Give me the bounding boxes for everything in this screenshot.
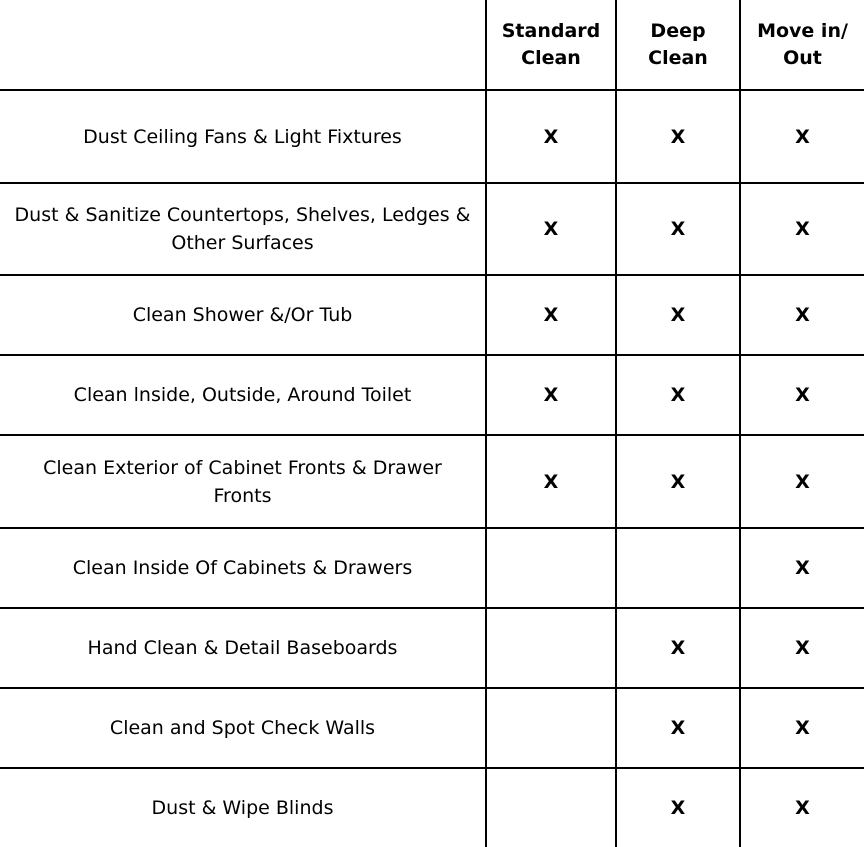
task-label: Clean Exterior of Cabinet Fronts & Drawer Fronts — [0, 436, 487, 529]
included-mark: X — [617, 184, 741, 276]
task-label: Dust & Sanitize Countertops, Shelves, Ledges & Other Surfaces — [0, 184, 487, 276]
included-mark: X — [487, 356, 617, 436]
included-mark: X — [617, 436, 741, 529]
column-header: Deep Clean — [617, 0, 741, 91]
included-mark: X — [795, 797, 810, 819]
header-blank-cell — [0, 0, 487, 91]
task-label: Clean and Spot Check Walls — [0, 689, 487, 769]
included-mark: X — [741, 184, 864, 276]
task-label: Dust & Wipe Blinds — [0, 769, 487, 847]
task-label: Hand Clean & Detail Baseboards — [0, 609, 487, 689]
included-mark — [487, 529, 617, 609]
included-mark: X — [741, 276, 864, 356]
included-mark: X — [487, 436, 617, 529]
included-mark: X — [741, 436, 864, 529]
included-mark — [487, 609, 617, 689]
included-mark: X — [487, 91, 617, 184]
included-mark: X — [617, 276, 741, 356]
included-mark — [617, 529, 741, 609]
included-mark: X — [617, 769, 741, 847]
included-mark: X — [617, 356, 741, 436]
included-mark: X — [617, 689, 741, 769]
included-mark: X — [741, 356, 864, 436]
included-mark: X — [487, 184, 617, 276]
task-label: Clean lnside, Outside, Around Toilet — [0, 356, 487, 436]
included-mark: X — [487, 276, 617, 356]
included-mark — [487, 689, 617, 769]
included-mark: X — [741, 609, 864, 689]
task-label: Clean Shower &/Or Tub — [0, 276, 487, 356]
included-mark: X — [617, 609, 741, 689]
column-header: Move in/ Out — [741, 0, 864, 91]
included-mark — [487, 769, 617, 847]
included-mark: X — [741, 91, 864, 184]
included-mark: X — [741, 689, 864, 769]
column-header: Standard Clean — [487, 0, 617, 91]
included-mark: X — [741, 529, 864, 609]
task-label: Clean Inside Of Cabinets & Drawers — [0, 529, 487, 609]
task-label: Dust Ceiling Fans & Light Fixtures — [0, 91, 487, 184]
included-mark: X — [617, 91, 741, 184]
